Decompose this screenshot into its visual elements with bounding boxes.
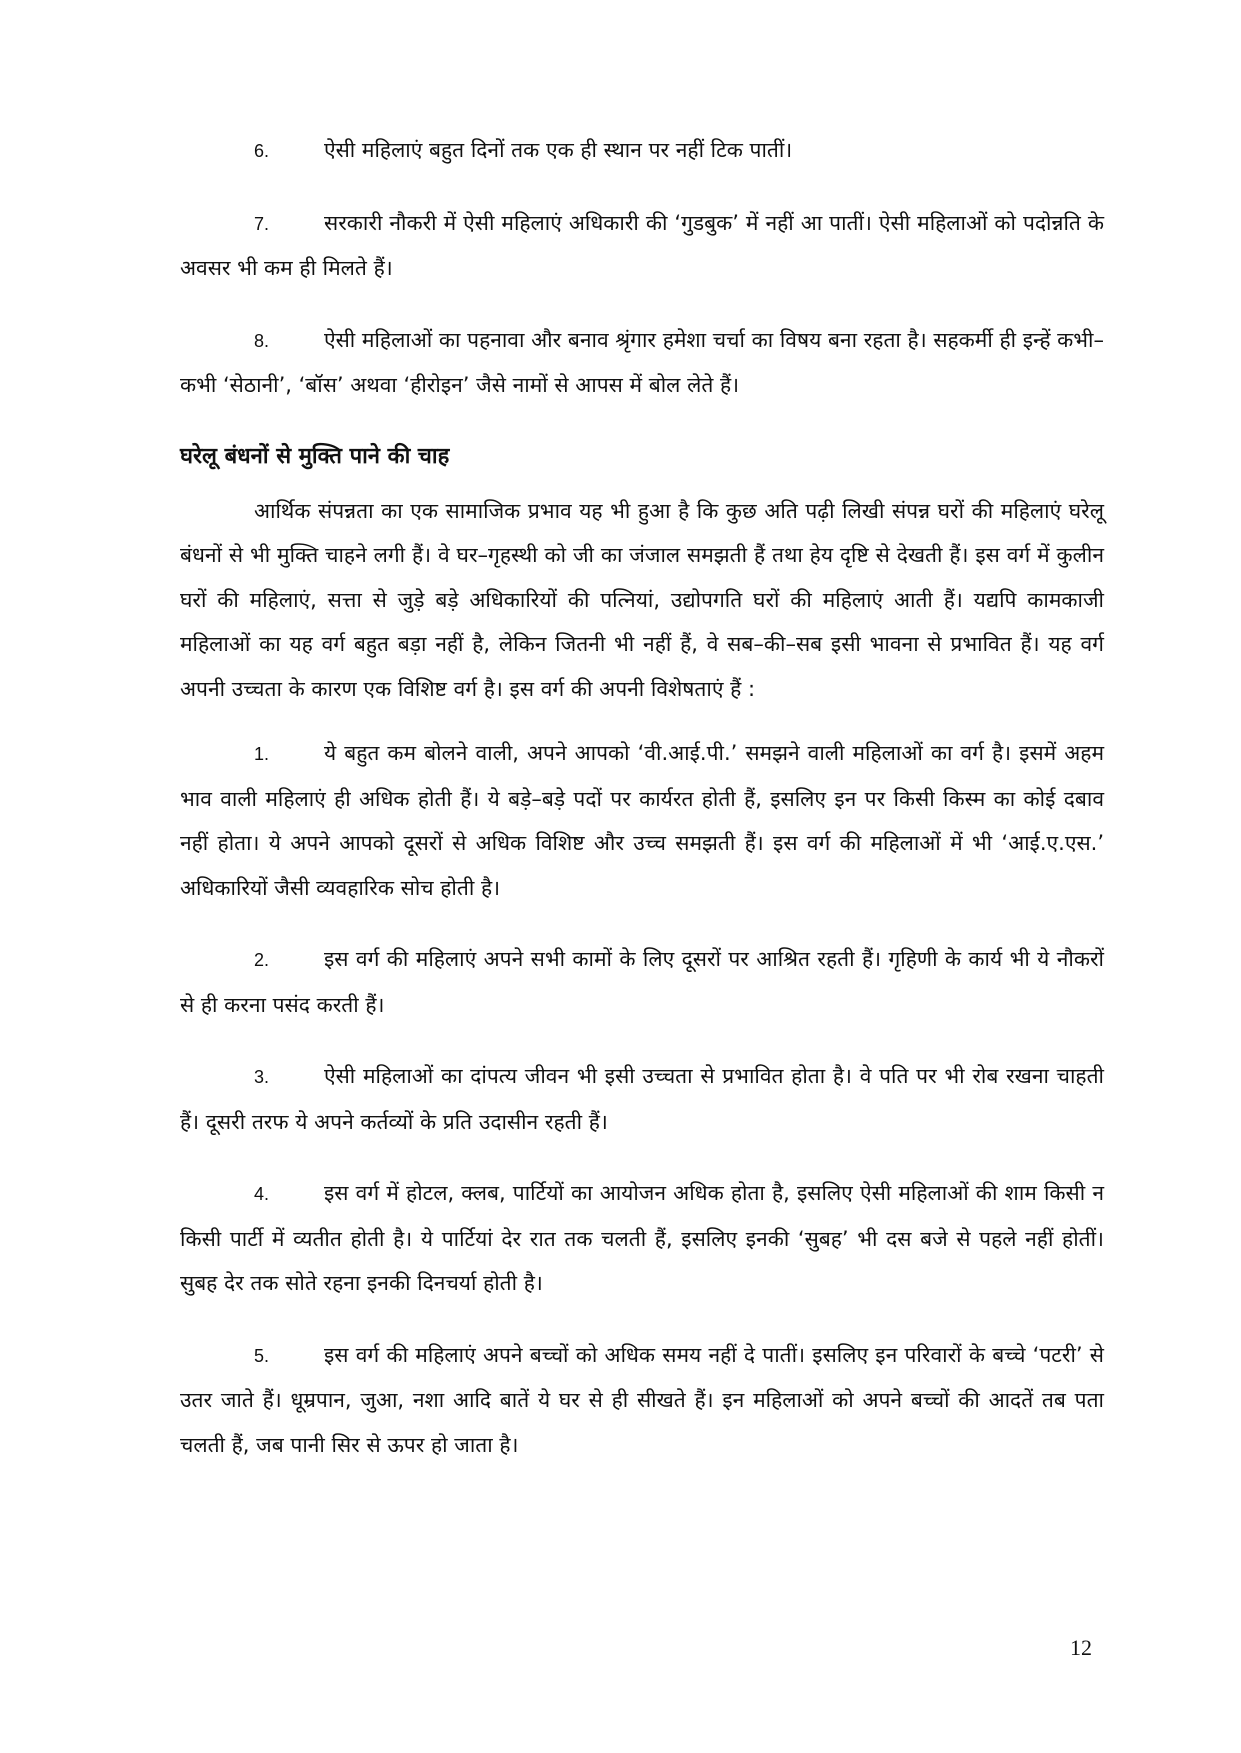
list-number: 1.	[254, 744, 270, 764]
list-item-2	[180, 937, 1104, 1027]
list-number: 5.	[254, 1345, 270, 1366]
list-text: ऐसी महिलाओं का दांपत्य जीवन भी इसी उच्चता से प्रभावित होता है। वे पति पर भी रोब रखना चाहती हैं। दूसरी तरफ ये अपने कर्तव्यों के प्रति उदासीन रहती हैं।	[180, 1064, 1104, 1134]
list-number: 2.	[254, 950, 270, 970]
list-item-8	[180, 318, 1104, 408]
list-item-4	[180, 1171, 1104, 1306]
page-content	[180, 128, 1104, 1494]
list-number: 8.	[254, 330, 270, 351]
list-number: 3.	[254, 1067, 270, 1087]
list-number: 6.	[254, 141, 270, 161]
list-item-7	[180, 201, 1104, 291]
list-item-5	[180, 1333, 1104, 1468]
list-text: ऐसी महिलाओं का पहनावा और बनाव श्रृंगार हमेशा चर्चा का विषय बना रहता है। सहकर्मी ही इन्हें कभी–कभी ‘सेठानी’, ‘बॉस’ अथवा ‘हीरोइन’ जैसे नामों से आपस में बोल लेते हैं।	[180, 327, 1104, 397]
list-number: 7.	[254, 213, 270, 234]
list-item-1	[180, 731, 1104, 910]
section-intro: आर्थिक संपन्नता का एक सामाजिक प्रभाव यह भी हुआ है कि कुछ अति पढ़ी लिखी संपन्न घरों की महिलाएं घरेलू बंधनों से भी मुक्ति चाहने लगी हैं। वे घर–गृहस्थी को जी का जंजाल समझती हैं तथा हेय दृष्टि से देखती हैं। इस वर्ग में कुलीन घरों की महिलाएं, सत्ता से जुड़े बड़े अधिकारियों की पत्नियां, उद्योपगति घरों की महिलाएं आती हैं। यद्यपि कामकाजी महिलाओं का यह वर्ग बहुत बड़ा नहीं है, लेकिन जितनी भी नहीं हैं, वे सब–की–सब इसी भावना से प्रभावित हैं। यह वर्ग अपनी उच्चता के कारण एक विशिष्ट वर्ग है। इस वर्ग की अपनी विशेषताएं हैं :	[180, 498, 1104, 701]
list-text: ये बहुत कम बोलने वाली, अपने आपको ‘वी.आई.पी.’ समझने वाली महिलाओं का वर्ग है। इसमें अहम भाव वाली महिलाएं ही अधिक होती हैं। ये बड़े–बड़े पदों पर कार्यरत होती हैं, इसलिए इन पर किसी किस्म का कोई दबाव नहीं होता। ये अपने आपको दूसरों से अधिक विशिष्ट और उच्च समझती हैं। इस वर्ग की महिलाओं में भी ‘आई.ए.एस.’ अधिकारियों जैसी व्यवहारिक सोच होती है।	[180, 741, 1104, 900]
list-text: इस वर्ग की महिलाएं अपने सभी कामों के लिए दूसरों पर आश्रित रहती हैं। गृहिणी के कार्य भी ये नौकरों से ही करना पसंद करती हैं।	[180, 947, 1104, 1017]
list-text: सरकारी नौकरी में ऐसी महिलाएं अधिकारी की ‘गुडबुक’ में नहीं आ पातीं। ऐसी महिलाओं को पदोन्नति के अवसर भी कम ही मिलते हैं।	[180, 210, 1104, 280]
list-number: 4.	[254, 1184, 270, 1204]
page-number: 12	[1070, 1635, 1092, 1660]
list-item-3	[180, 1054, 1104, 1144]
list-text: इस वर्ग में होटल, क्लब, पार्टियों का आयोजन अधिक होता है, इसलिए ऐसी महिलाओं की शाम किसी न किसी पार्टी में व्यतीत होती है। ये पार्टियां देर रात तक चलती हैं, इसलिए इनकी ‘सुबह’ भी दस बजे से पहले नहीं होतीं। सुबह देर तक सोते रहना इनकी दिनचर्या होती है।	[180, 1181, 1104, 1295]
list-text: ऐसी महिलाएं बहुत दिनों तक एक ही स्थान पर नहीं टिक पातीं।	[324, 138, 793, 162]
section-heading: घरेलू बंधनों से मुक्ति पाने की चाह	[180, 443, 450, 469]
list-item-6	[180, 128, 1104, 174]
list-text: इस वर्ग की महिलाएं अपने बच्चों को अधिक समय नहीं दे पातीं। इसलिए इन परिवारों के बच्चे ‘पटरी’ से उतर जाते हैं। धूम्रपान, जुआ, नशा आदि बातें ये घर से ही सीखते हैं। इन महिलाओं को अपने बच्चों की आदतें तब पता चलती हैं, जब पानी सिर से ऊपर हो जाता है।	[180, 1342, 1104, 1457]
